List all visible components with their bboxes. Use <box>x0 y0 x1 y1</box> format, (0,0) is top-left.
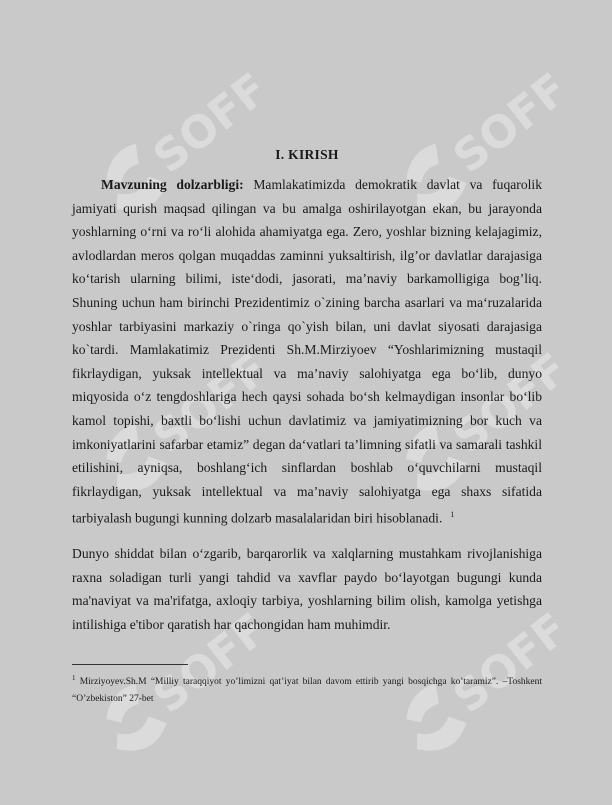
footnote-reference[interactable]: 1 <box>450 510 455 520</box>
paragraph-lead: Mavzuning dolzarbligi: <box>101 177 244 192</box>
intro-paragraph <box>72 173 542 530</box>
svg-text:SOFF: SOFF <box>444 70 560 184</box>
footnote-text: Mirziyoyev.Sh.M “Milliy taraqqiyot yo’limizni qat’iyat bilan davom ettirib yangi bosqichga ko’taramiz”. –Toshkent “O’zbekiston” 27-bet <box>72 677 542 705</box>
footnote-divider <box>72 664 188 665</box>
svg-text:SOFF: SOFF <box>144 350 260 464</box>
footnote-number: 1 <box>72 674 76 682</box>
svg-text:SOFF: SOFF <box>144 610 260 724</box>
paragraph-body: Mamlakatimizda demokratik davlat va fuqarolik jamiyati qurish maqsad qilingan va bu amalga oshirilayotgan ekan, bu jarayonda yoshlarning o‘rni va ro‘li alohida ahamiyatga ega. Zero, yoshlar bizning kelajagimiz, avlodlardan meros qolgan muqaddas zaminni yuksaltirish, ilg’or davlatlar darajasiga ko‘tarish ularning bilimi, iste‘dodi, jasorati, ma’naviy barkamolligiga bog’liq. Shuning uchun ham birinchi Prezidentimiz o`zining barcha asarlari va ma‘ruzalarida yoshlar tarbiyasini markaziy o`ringa qo`yish bilan, uni davlat siyosati darajasiga ko`tardi. Mamlakatimiz Prezidenti Sh.M.Mirziyoev “Yoshlarimizning mustaqil fikrlaydigan, yuksak intellektual va ma’naviy salohiyatga ega bo‘lib, dunyo miqyosida o‘z tengdoshlariga hech qaysi sohada bo‘sh kelmaydigan insonlar bo‘lib kamol topishi, baxtli bo‘lishi uchun davlatimiz va jamiyatimizning bor kuch va imkoniyatlarini safarbar etamiz” degan da‘vatlari ta’limning sifatli va samarali tashkil etilishini, ayniqsa, boshlang‘ich sinflardan boshlab o‘quvchilarni mustaqil fikrlaydigan, yuksak intellektual va ma’naviy salohiyatga ega shaxs sifatida tarbiyalash bugungi kunning dolzarb masalalaridan biri hisoblanadi. <box>72 177 542 526</box>
svg-text:SOFF: SOFF <box>444 610 560 724</box>
section-heading: I. KIRISH <box>275 147 339 162</box>
second-paragraph: Dunyo shiddat bilan o‘zgarib, barqarorlik va xalqlarning mustahkam rivojlanishiga raxna soladigan turli yangi tahdid va xavflar paydo bo‘layotgan bugungi kunda ma'naviyat va ma'rifatga, axloqiy tarbiya, yoshlarning bilim olish, kamolga yetishga intilishiga e'tibor qaratish har qachongidan ham muhimdir. <box>72 546 542 632</box>
svg-text:SOFF: SOFF <box>144 70 260 184</box>
footnote <box>72 670 542 708</box>
svg-text:SOFF: SOFF <box>444 350 560 464</box>
